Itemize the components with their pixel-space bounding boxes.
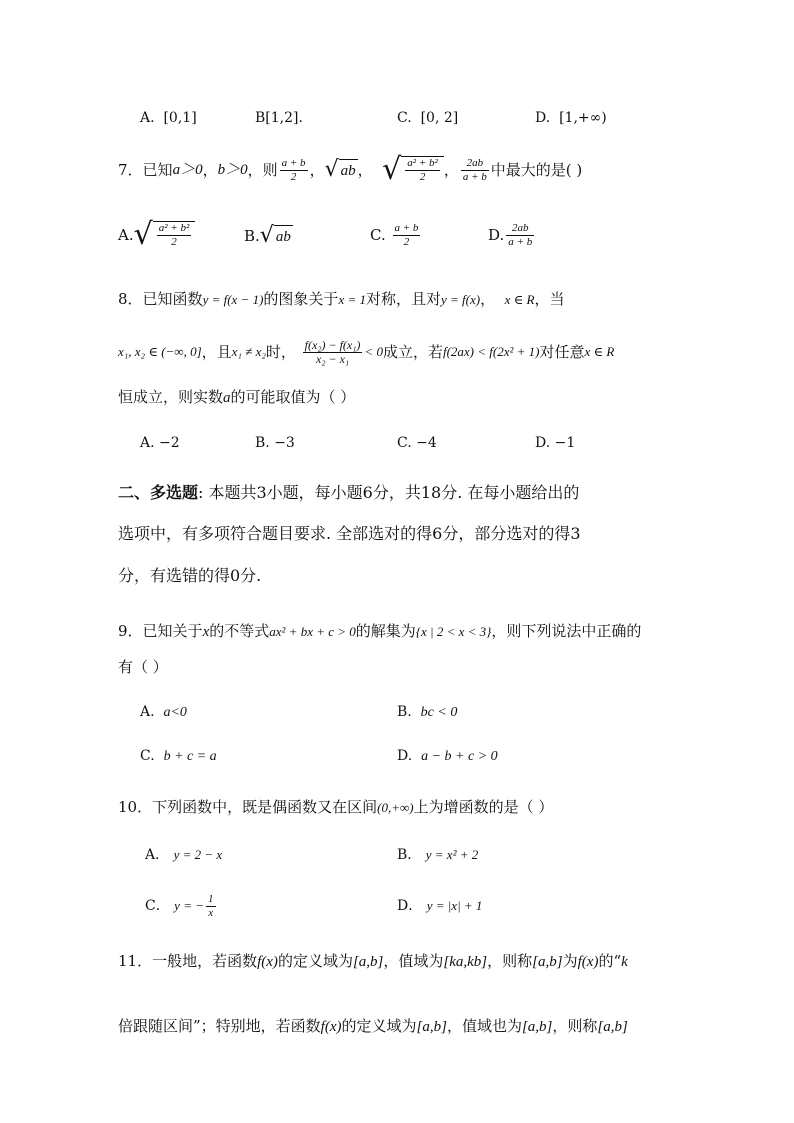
q7-frac-harmonic: $\frac{2ab}{a + b}$ xyxy=(462,156,487,183)
q10-option-d: D． y = |x| + 1 xyxy=(397,898,483,914)
q8-stem-line2: x₁, x₂ ∈ (−∞, 0] ，且 x₁ ≠ x₂ 时， $\frac{\text{f(x₂) − f(x₁)}}{\text{x₂ − x₁}}$ < 0 成立，若 f(2ax) < f(2x² + 1) 对任意 x ∈ R xyxy=(118,337,615,366)
q11-stem-line1: 11．一般地，若函数f(x)的定义域为[a,b]，值域为[ka,kb]，则称[a,b]为f(x)的“k xyxy=(118,952,628,970)
q6-option-b: B[1,2]. xyxy=(255,110,303,126)
q8-difference-quotient: $\frac{\text{f(x₂) − f(x₁)}}{\text{x₂ − x₁}}$ xyxy=(304,337,361,366)
q7-stem: 7． 已知 a＞0 ， b＞0 ，则 $\frac{a + b}{2}$ ， √ ab ， √ $\frac{\text{a² + b²}}{2}$ ， $\frac{2ab}{a + b}$ 中最大的是( ) xyxy=(118,152,583,187)
q7-option-b: B. √ ab xyxy=(244,223,291,249)
q6-option-d: D. [1,+∞) xyxy=(535,110,607,126)
q9-option-b: B. bc < 0 xyxy=(397,704,458,720)
q8-stem-line1: 8．已知函数y = f(x − 1)的图象关于x = 1对称，且对y = f(x)， x ∈ R，当 xyxy=(118,290,565,308)
q7-option-c: C. $\frac{a + b}{2}$ xyxy=(370,221,419,248)
q7-sqrt-rms: √ $\frac{\text{a² + b²}}{2}$ xyxy=(382,156,444,184)
q8-option-b: B. −3 xyxy=(255,435,295,451)
q6-option-c: C. [0, 2] xyxy=(397,110,459,126)
q9-stem-line1: 9．已知关于x的不等式ax² + bx + c > 0的解集为{x | 2 < x < 3}，则下列说法中正确的 xyxy=(118,622,642,640)
q10-option-b: B． y = x² + 2 xyxy=(397,847,479,863)
section2-line2: 选项中，有多项符合题目要求. 全部选对的得6分，部分选对的得3 xyxy=(118,524,581,543)
section2-line3: 分，有选错的得0分. xyxy=(118,566,262,585)
q7-option-d: D. $\frac{2ab}{a + b}$ xyxy=(488,221,533,248)
q10-stem: 10．下列函数中，既是偶函数又在区间(0,+∞)上为增函数的是（ ） xyxy=(118,798,554,816)
q9-stem-line2: 有（ ） xyxy=(118,658,168,676)
q8-option-c: C. −4 xyxy=(397,435,437,451)
q7-sqrt-ab: √ ab xyxy=(324,157,356,183)
q8-option-a: A. −2 xyxy=(140,435,180,451)
q10-option-a: A． y = 2 − x xyxy=(145,847,223,863)
q9-option-d: D. a − b + c > 0 xyxy=(397,748,498,764)
section2-line1: 二、多选题: 本题共3小题，每小题6分，共18分. 在每小题给出的 xyxy=(118,483,580,502)
q11-stem-line2: 倍跟随区间”；特别地，若函数f(x)的定义域为[a,b]，值域也为[a,b]，则称[a,b] xyxy=(118,1017,628,1035)
q8-option-d: D. −1 xyxy=(535,435,576,451)
q10-option-c: C． y = − $\frac{1}{x}$ xyxy=(145,892,214,919)
q8-stem-line3: 恒成立，则实数a的可能取值为（ ） xyxy=(118,388,356,406)
q6-option-a: A. [0,1] xyxy=(140,110,197,126)
section2-title: 二、多选题 xyxy=(118,483,199,502)
q7-frac-mean: $\frac{a + b}{2}$ xyxy=(281,156,306,183)
q9-option-c: C. b + c = a xyxy=(140,748,217,764)
q9-option-a: A. a<0 xyxy=(140,704,187,720)
q7-option-a: A. √ $\frac{\text{a² + b²}}{2}$ xyxy=(118,214,195,256)
